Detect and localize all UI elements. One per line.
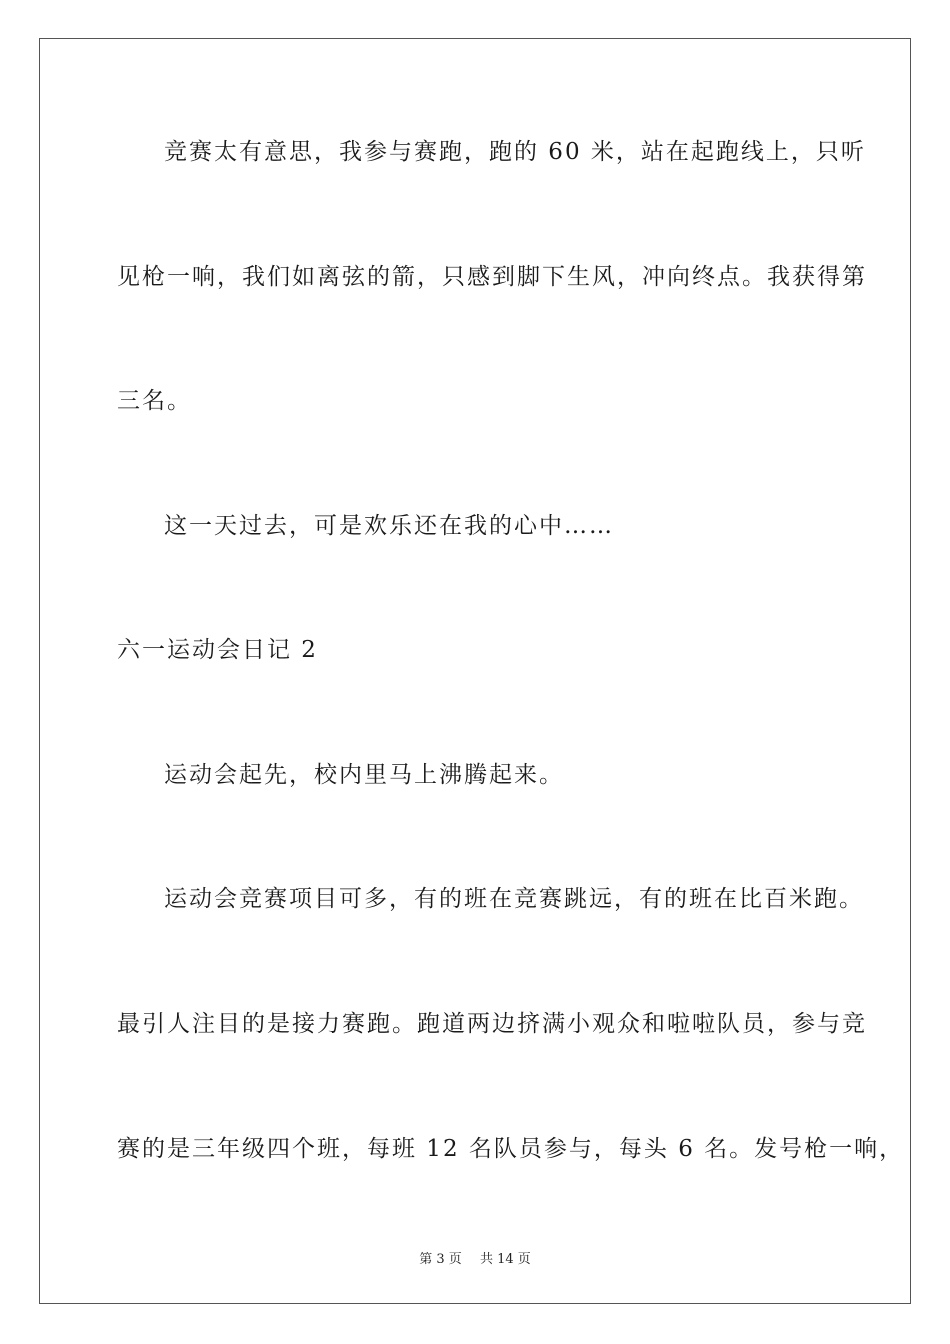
paragraph-line: 三名。 <box>117 388 192 414</box>
paragraph-line: 运动会竞赛项目可多，有的班在竞赛跳远，有的班在比百米跑。 <box>164 886 864 912</box>
paragraph-line: 运动会起先，校内里马上沸腾起来。 <box>164 762 564 788</box>
page-number: 第 3 页 <box>419 1252 462 1267</box>
paragraph-line: 见枪一响，我们如离弦的箭，只感到脚下生风，冲向终点。我获得第 <box>117 264 867 290</box>
paragraph-line: 赛的是三年级四个班，每班 12 名队员参与，每头 6 名。发号枪一响， <box>117 1136 905 1162</box>
paragraph-line: 这一天过去，可是欢乐还在我的心中…… <box>164 513 614 539</box>
paragraph-line: 竞赛太有意思，我参与赛跑，跑的 60 米，站在起跑线上，只听 <box>164 139 866 165</box>
section-heading: 六一运动会日记 2 <box>117 637 318 663</box>
page-total: 共 14 页 <box>479 1252 531 1267</box>
page-border <box>39 38 911 1304</box>
paragraph-line: 最引人注目的是接力赛跑。跑道两边挤满小观众和啦啦队员，参与竞 <box>117 1011 867 1037</box>
page-footer <box>0 1248 950 1267</box>
